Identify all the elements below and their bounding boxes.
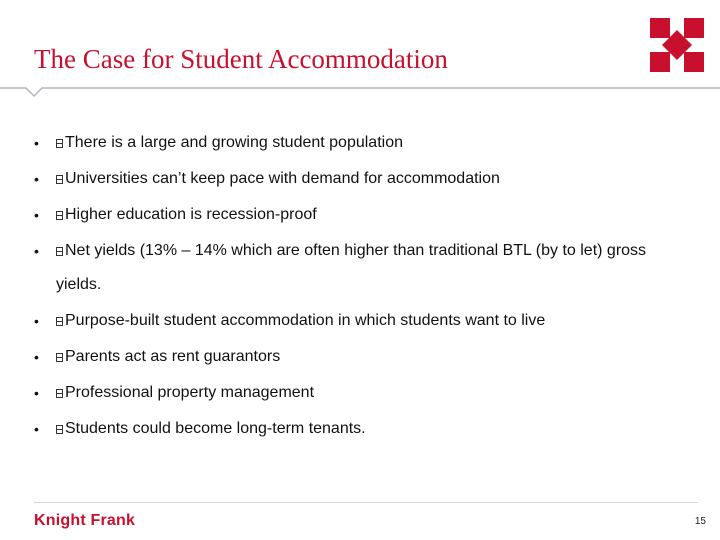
bullet-list bbox=[34, 134, 694, 456]
footer-brand: Knight Frank bbox=[34, 512, 136, 529]
list-item: • Purpose-built student accommodation in which students want to live bbox=[34, 312, 546, 329]
page-number: 15 bbox=[694, 516, 706, 527]
list-item: • Universities can’t keep pace with demand for accommodation bbox=[34, 170, 500, 187]
box-glyph-icon bbox=[56, 317, 63, 326]
bullet-dot-icon: • bbox=[34, 385, 39, 401]
bullet-dot-icon: • bbox=[34, 171, 39, 187]
footer-divider bbox=[34, 502, 698, 503]
bullet-dot-icon: • bbox=[34, 421, 39, 437]
list-item: • Higher education is recession-proof bbox=[34, 206, 317, 223]
box-glyph-icon bbox=[56, 175, 63, 184]
box-glyph-icon bbox=[56, 353, 63, 362]
box-glyph-icon bbox=[56, 139, 63, 148]
list-item: • Parents act as rent guarantors bbox=[34, 348, 281, 365]
title-divider bbox=[0, 84, 720, 100]
bullet-dot-icon: • bbox=[34, 135, 39, 151]
box-glyph-icon bbox=[56, 247, 63, 256]
slide-title: The Case for Student Accommodation bbox=[34, 44, 448, 74]
list-item: • Students could become long-term tenants. bbox=[34, 420, 366, 437]
box-glyph-icon bbox=[56, 425, 63, 434]
box-glyph-icon bbox=[56, 211, 63, 220]
box-glyph-icon bbox=[56, 389, 63, 398]
list-item: • There is a large and growing student population bbox=[34, 134, 403, 151]
list-item: • Professional property management bbox=[34, 384, 315, 401]
bullet-dot-icon: • bbox=[34, 313, 39, 329]
knight-frank-logo-icon bbox=[646, 14, 708, 76]
bullet-dot-icon: • bbox=[34, 243, 39, 259]
bullet-dot-icon: • bbox=[34, 207, 39, 223]
bullet-dot-icon: • bbox=[34, 349, 39, 365]
list-item: • Net yields (13% – 14% which are often higher than traditional BTL (by to let) gross yields. bbox=[34, 234, 694, 302]
